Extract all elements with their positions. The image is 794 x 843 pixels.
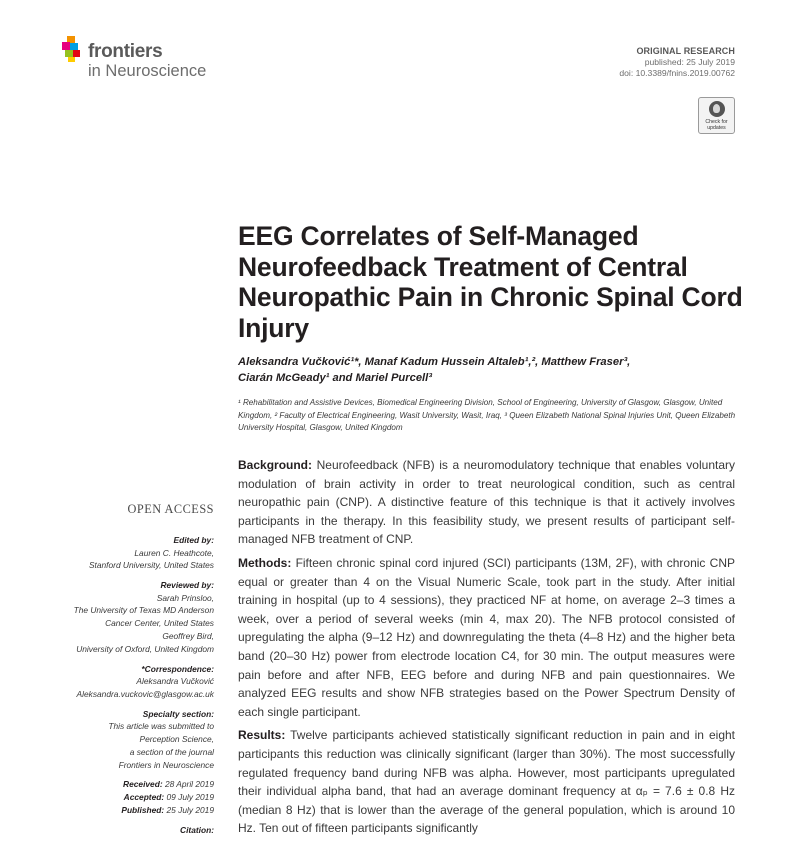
published-date: published: 25 July 2019 <box>644 57 735 67</box>
reviewed-by-section <box>50 579 214 655</box>
journal-name-bold: frontiers <box>88 41 163 62</box>
results-text: Twelve participants achieved statistically significant reduction in pain and in eight participants this reduction was clinically significant (larger than 30%). The most successfully regulated frequency band during NFB was alpha. However, most participants upregulated their individual alpha band, that had an average dominant frequency at αₚ = 7.6 ± 0.8 Hz (median 8 Hz) that is lower than the average of the general population, which is around 10 Hz. Ten out of fifteen participants significantly <box>238 728 735 836</box>
specialty-section <box>50 708 214 772</box>
article-title: EEG Correlates of Self-Managed Neurofeedback Treatment of Central Neuropathic Pain in Chronic Spinal Cord Injury <box>238 221 743 343</box>
specialty-line-4: Frontiers in Neuroscience <box>118 759 214 770</box>
reviewer-1-affiliation-cont: Cancer Center, United States <box>105 618 214 629</box>
specialty-line-3: a section of the journal <box>129 746 214 757</box>
authors-line-1[interactable]: Aleksandra Vučković¹*, Manaf Kadum Hussein Altaleb¹,², Matthew Fraser³, <box>238 356 631 368</box>
edited-by-heading: Edited by: <box>173 535 214 545</box>
reviewer-1-name: Sarah Prinsloo, <box>156 592 214 603</box>
dates-section <box>50 778 214 816</box>
abstract <box>238 456 735 843</box>
check-for-updates-label: Check for updates <box>705 119 728 131</box>
correspondence-section <box>50 663 214 701</box>
affiliations: ¹ Rehabilitation and Assistive Devices, Biomedical Engineering Division, School of Engineering, University of Glasgow, Glasgow, United Kingdom, ² Faculty of Electrical Engineering, Wasit University, Wasit, Iraq, ³ Queen Elizabeth National Spinal Injuries Unit, Queen Elizabeth University Hospital, Glasgow, United Kingdom <box>238 398 736 432</box>
check-for-updates-button[interactable] <box>698 97 735 134</box>
background-text: Neurofeedback (NFB) is a neuromodulatory technique that enables voluntary modulation of brain activity in order to treat neurological condition, such as central neuropathic pain (CNP). A distinctive feature of this technique is that it actively involves participants in the therapy. In this feasibility study, we present results of participant self-managed NFB treatment of CNP. <box>238 458 735 547</box>
abstract-methods <box>238 554 735 721</box>
accepted-date: Accepted: 09 July 2019 <box>123 792 214 803</box>
reviewer-1-affiliation: The University of Texas MD Anderson <box>73 605 214 616</box>
methods-label: Methods: <box>238 555 292 570</box>
specialty-heading: Specialty section: <box>142 708 214 719</box>
edited-by-section <box>50 534 214 572</box>
correspondence-name: Aleksandra Vučković <box>136 676 214 687</box>
correspondence-email[interactable]: Aleksandra.vuckovic@glasgow.ac.uk <box>76 688 214 699</box>
abstract-background <box>238 456 735 549</box>
reviewer-2-affiliation: University of Oxford, United Kingdom <box>76 643 214 654</box>
correspondence-heading: *Correspondence: <box>141 663 214 674</box>
author-list <box>238 355 738 386</box>
editor-affiliation: Stanford University, United States <box>88 560 214 571</box>
reviewer-2-name: Geoffrey Bird, <box>162 630 214 641</box>
results-label: Results: <box>238 728 286 743</box>
authors-line-2[interactable]: Ciarán McGeady¹ and Mariel Purcell³ <box>238 371 432 384</box>
editor-name: Lauren C. Heathcote, <box>134 547 214 558</box>
citation-section <box>50 824 214 837</box>
frontiers-logo-icon <box>62 36 84 62</box>
methods-text: Fifteen chronic spinal cord injured (SCI) participants (13M, 2F), with chronic CNP equal or greater than 4 on the Visual Numeric Scale, took part in the study. After initial training in hospital (up to 4 sessions), they practiced NF at home, on average 2–3 times a week, over a period of several weeks (min 4, max 20). The NFB protocol consisted of upregulating the alpha (9–12 Hz) and downregulating the theta (4–8 Hz) and the higher beta band (20–30 Hz) power from electrode location C4, for 30 min. The output measures were pain before and after NFB, EEG before and during NFB and pain questionnaires. We analyzed EEG results and show NFB strategies based on the Power Spectrum Density of each single participant. <box>238 555 735 719</box>
background-label: Background: <box>238 458 313 472</box>
specialty-line-1: This article was submitted to <box>108 721 214 732</box>
citation-heading: Citation: <box>180 824 214 835</box>
specialty-line-2: Perception Science, <box>139 733 214 744</box>
article-meta <box>619 46 735 79</box>
reviewed-by-heading: Reviewed by: <box>160 580 214 591</box>
published-date-sidebar: Published: 25 July 2019 <box>121 804 214 815</box>
crossmark-icon <box>709 101 725 117</box>
article-type: ORIGINAL RESEARCH <box>636 46 735 56</box>
open-access-label: OPEN ACCESS <box>127 502 214 516</box>
received-date: Received: 28 April 2019 <box>123 779 214 790</box>
doi[interactable]: doi: 10.3389/fnins.2019.00762 <box>619 68 735 78</box>
abstract-results <box>238 726 735 838</box>
journal-name-light: in Neuroscience <box>88 62 207 80</box>
sidebar <box>50 502 214 843</box>
